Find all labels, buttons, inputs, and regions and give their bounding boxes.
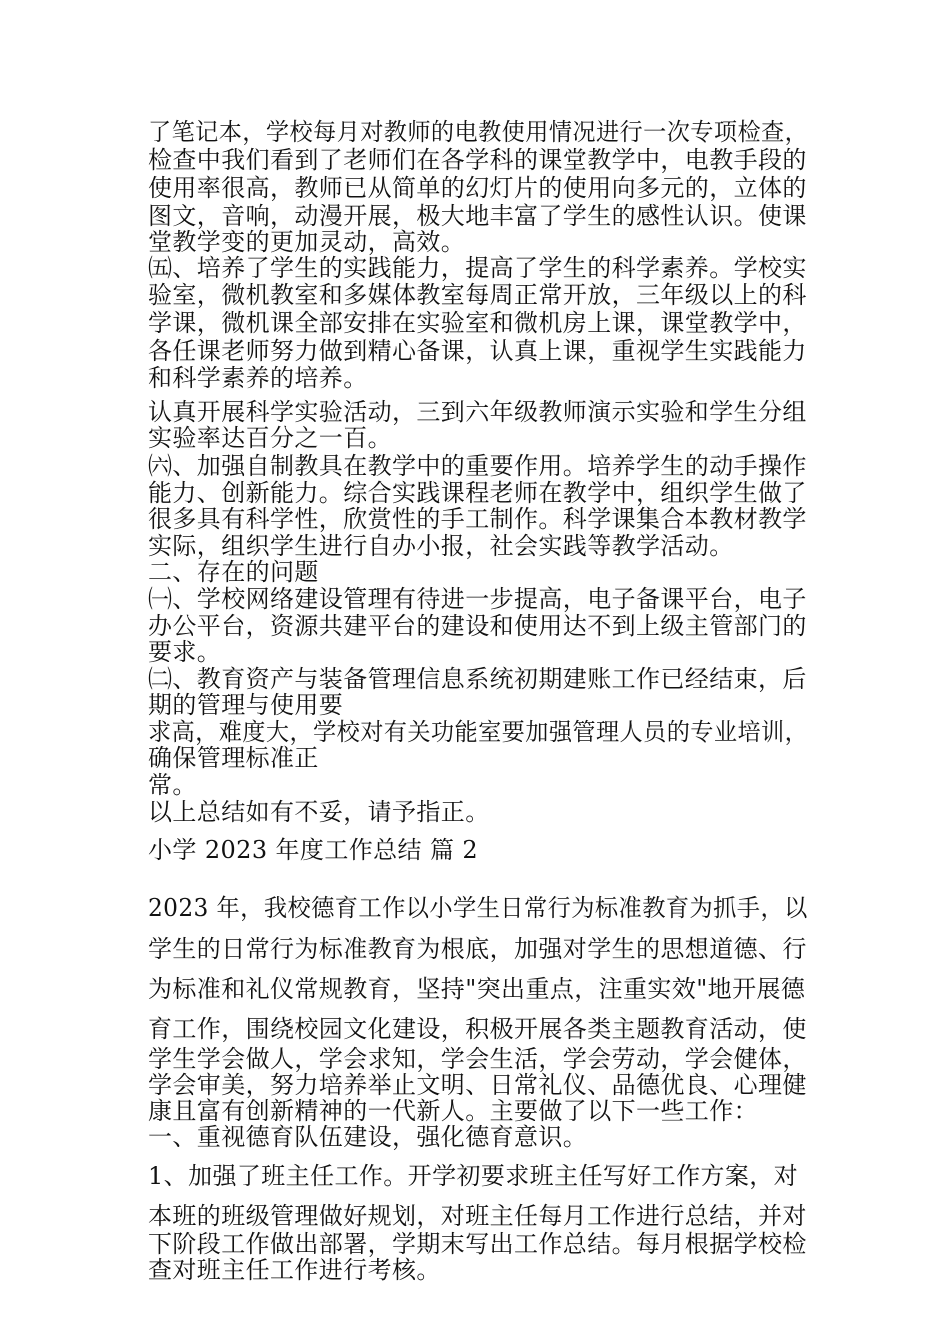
text-line: 学课，微机课全部安排在实验室和微机房上课，课堂教学中， <box>148 309 807 337</box>
text-line: 使用率很高，教师已从简单的幻灯片的使用向多元的，立体的 <box>148 174 807 202</box>
text-line: ㈡、教育资产与装备管理信息系统初期建账工作已经结束，后 <box>148 665 807 693</box>
text-line: 很多具有科学性，欣赏性的手工制作。科学课集合本教材教学 <box>148 505 807 533</box>
text-line: 期的管理与使用要 <box>148 691 344 719</box>
text-line: 学会审美，努力培养举止文明、日常礼仪、品德优良、心理健 <box>148 1071 807 1099</box>
text-line: 能力、创新能力。综合实践课程老师在教学中，组织学生做了 <box>148 479 807 507</box>
text-line: 实际，组织学生进行自办小报，社会实践等教学活动。 <box>148 532 734 560</box>
text-line: ㈥、加强自制教具在教学中的重要作用。培养学生的动手操作 <box>148 452 807 480</box>
text-line: 和科学素养的培养。 <box>148 364 368 392</box>
section-heading: 一、重视德育队伍建设，强化德育意识。 <box>148 1123 588 1151</box>
text-line: 2023 年，我校德育工作以小学生日常行为标准教育为抓手，以 <box>148 894 808 922</box>
section-title: 小学 2023 年度工作总结 篇 2 <box>148 836 479 864</box>
text-line: 常。 <box>148 771 197 799</box>
text-line: 求高，难度大，学校对有关功能室要加强管理人员的专业培训， <box>148 718 809 746</box>
text-line: ㈤、培养了学生的实践能力，提高了学生的科学素养。学校实 <box>148 254 807 282</box>
text-line: 认真开展科学实验活动，三到六年级教师演示实验和学生分组 <box>148 398 807 426</box>
text-line: 检查中我们看到了老师们在各学科的课堂教学中，电教手段的 <box>148 146 807 174</box>
text-line: 学生学会做人，学会求知，学会生活，学会劳动，学会健体， <box>148 1045 807 1073</box>
text-line: 学生的日常行为标准教育为根底，加强对学生的思想道德、行 <box>148 935 807 963</box>
text-line: 1、加强了班主任工作。开学初要求班主任写好工作方案，对 <box>148 1162 799 1190</box>
text-line: 实验率达百分之一百。 <box>148 424 392 452</box>
section-heading: 二、存在的问题 <box>148 558 319 586</box>
text-line: 要求。 <box>148 638 222 666</box>
text-line: 确保管理标准正 <box>148 744 319 772</box>
text-line: 验室，微机教室和多媒体教室每周正常开放，三年级以上的科 <box>148 281 807 309</box>
text-line: 康且富有创新精神的一代新人。主要做了以下一些工作： <box>148 1097 758 1125</box>
text-line: 各任课老师努力做到精心备课，认真上课，重视学生实践能力 <box>148 337 807 365</box>
text-line: 育工作，围绕校园文化建设，积极开展各类主题教育活动，使 <box>148 1015 807 1043</box>
text-line: 了笔记本，学校每月对教师的电教使用情况进行一次专项检查， <box>148 118 809 146</box>
text-line: 为标准和礼仪常规教育，坚持"突出重点，注重实效"地开展德 <box>148 975 806 1003</box>
text-line: 以上总结如有不妥，请予指正。 <box>148 798 490 826</box>
text-line: 办公平台，资源共建平台的建设和使用达不到上级主管部门的 <box>148 612 807 640</box>
text-line: 图文，音响，动漫开展，极大地丰富了学生的感性认识。使课 <box>148 202 807 230</box>
text-line: ㈠、学校网络建设管理有待进一步提高，电子备课平台，电子 <box>148 585 807 613</box>
text-line: 下阶段工作做出部署，学期末写出工作总结。每月根据学校检 <box>148 1230 807 1258</box>
text-line: 本班的班级管理做好规划，对班主任每月工作进行总结，并对 <box>148 1202 807 1230</box>
text-line: 堂教学变的更加灵动，高效。 <box>148 228 466 256</box>
text-line: 查对班主任工作进行考核。 <box>148 1256 441 1284</box>
